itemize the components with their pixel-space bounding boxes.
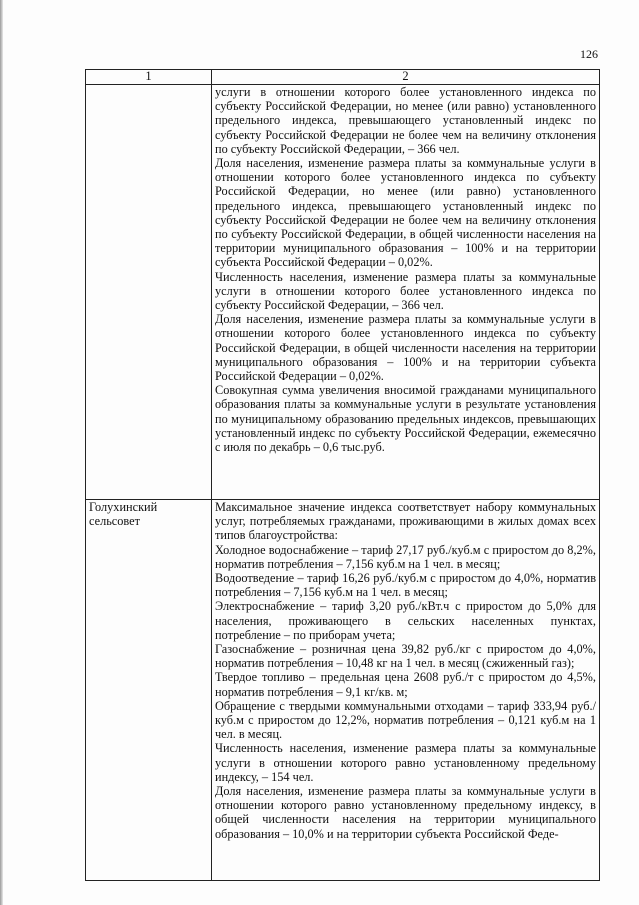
table-row: [86, 500, 600, 881]
paragraph: Совокупная сумма увеличения вносимой гражданами муниципального образования платы за коммунальные услуги в результате установления по муниципальному образованию предельных индексов, превышающих установленный индекс по субъекту Российской Федерации, ежемесячно с июля по декабрь – 0,6 тыс.руб.: [215, 383, 596, 455]
paragraph: Электроснабжение – тариф 3,20 руб./кВт.ч с приростом до 5,0% для населения, проживающего в сельских населенных пунктах, потребление – по приборам учета;: [215, 599, 596, 642]
row-content: [212, 500, 600, 881]
document-table: [85, 69, 600, 881]
paragraph: Обращение с твердыми коммунальными отходами – тариф 333,94 руб./куб.м с приростом до 12,2%, норматив потребления – 0,121 куб.м на 1 чел. в месяц.: [215, 698, 596, 742]
paragraph: Доля населения, изменение размера платы за коммунальные услуги в отношении которого равно установленному предельному индексу, в общей численности населения на территории муниципального образования – 10,0% и на территории субъекта Российской Феде-: [215, 784, 596, 841]
row-content: [212, 85, 600, 500]
table-header-row: [86, 70, 600, 85]
paragraph: Холодное водоснабжение – тариф 27,17 руб./куб.м с приростом до 8,2%, норматив потребления – 7,156 куб.м на 1 чел. в месяц;: [215, 542, 596, 571]
page-number: 126: [580, 47, 598, 61]
paragraph: Максимальное значение индекса соответствует набору коммунальных услуг, потребляемых гражданами, проживающими в жилых домах всех типов благоустройства:: [215, 500, 596, 543]
paragraph: Доля населения, изменение размера платы за коммунальные услуги в отношении которого более установленного индекса по субъекту Российской Федерации, в общей численности населения на территории муниципального образования – 100% и на территории субъекта Российской Федерации – 0,02%.: [215, 312, 596, 384]
paragraph: Водоотведение – тариф 16,26 руб./куб.м с приростом до 4,0%, норматив потребления – 7,156 куб.м на 1 чел. в месяц;: [215, 571, 596, 600]
paragraph: Численность населения, изменение размера платы за коммунальные услуги в отношении которого равно установленному предельному индексу, – 154 чел.: [215, 741, 596, 784]
row-label: [86, 85, 212, 500]
column-header-1: 1: [86, 70, 212, 85]
paragraph: Численность населения, изменение размера платы за коммунальные услуги в отношении которого более установленного индекса по субъекту Российской Федерации, – 366 чел.: [215, 269, 596, 313]
paragraph: Доля населения, изменение размера платы за коммунальные услуги в отношении которого более установленного индекса по субъекту Российской Федерации, но менее (или равно) установленного предельного индекса, превышающего установленный индекс по субъекту Российской Федерации не более чем на величину отклонения по субъекту Российской Федерации, в общей численности населения на территории муниципального образования – 100% и на территории субъекта Российской Федерации – 0,02%.: [215, 156, 596, 270]
table-row: [86, 85, 600, 500]
row-label: Голухинский сельсовет: [86, 500, 212, 881]
paragraph: Твердое топливо – предельная цена 2608 руб./т с приростом до 4,5%, норматив потребления – 9,1 кг/кв. м;: [215, 670, 596, 699]
column-header-2: 2: [212, 70, 600, 85]
paragraph: Газоснабжение – розничная цена 39,82 руб./кг с приростом до 4,0%, норматив потребления – 10,48 кг на 1 чел. в месяц (сжиженный газ);: [215, 642, 596, 671]
paragraph: услуги в отношении которого более установленного индекса по субъекту Российской Федерации, но менее (или равно) установленного предельного индекса, превышающего установленный индекс по субъекту Российской Федерации не более чем на величину отклонения по субъекту Российской Федерации, – 366 чел.: [215, 85, 596, 156]
scan-edge: [0, 0, 3, 905]
